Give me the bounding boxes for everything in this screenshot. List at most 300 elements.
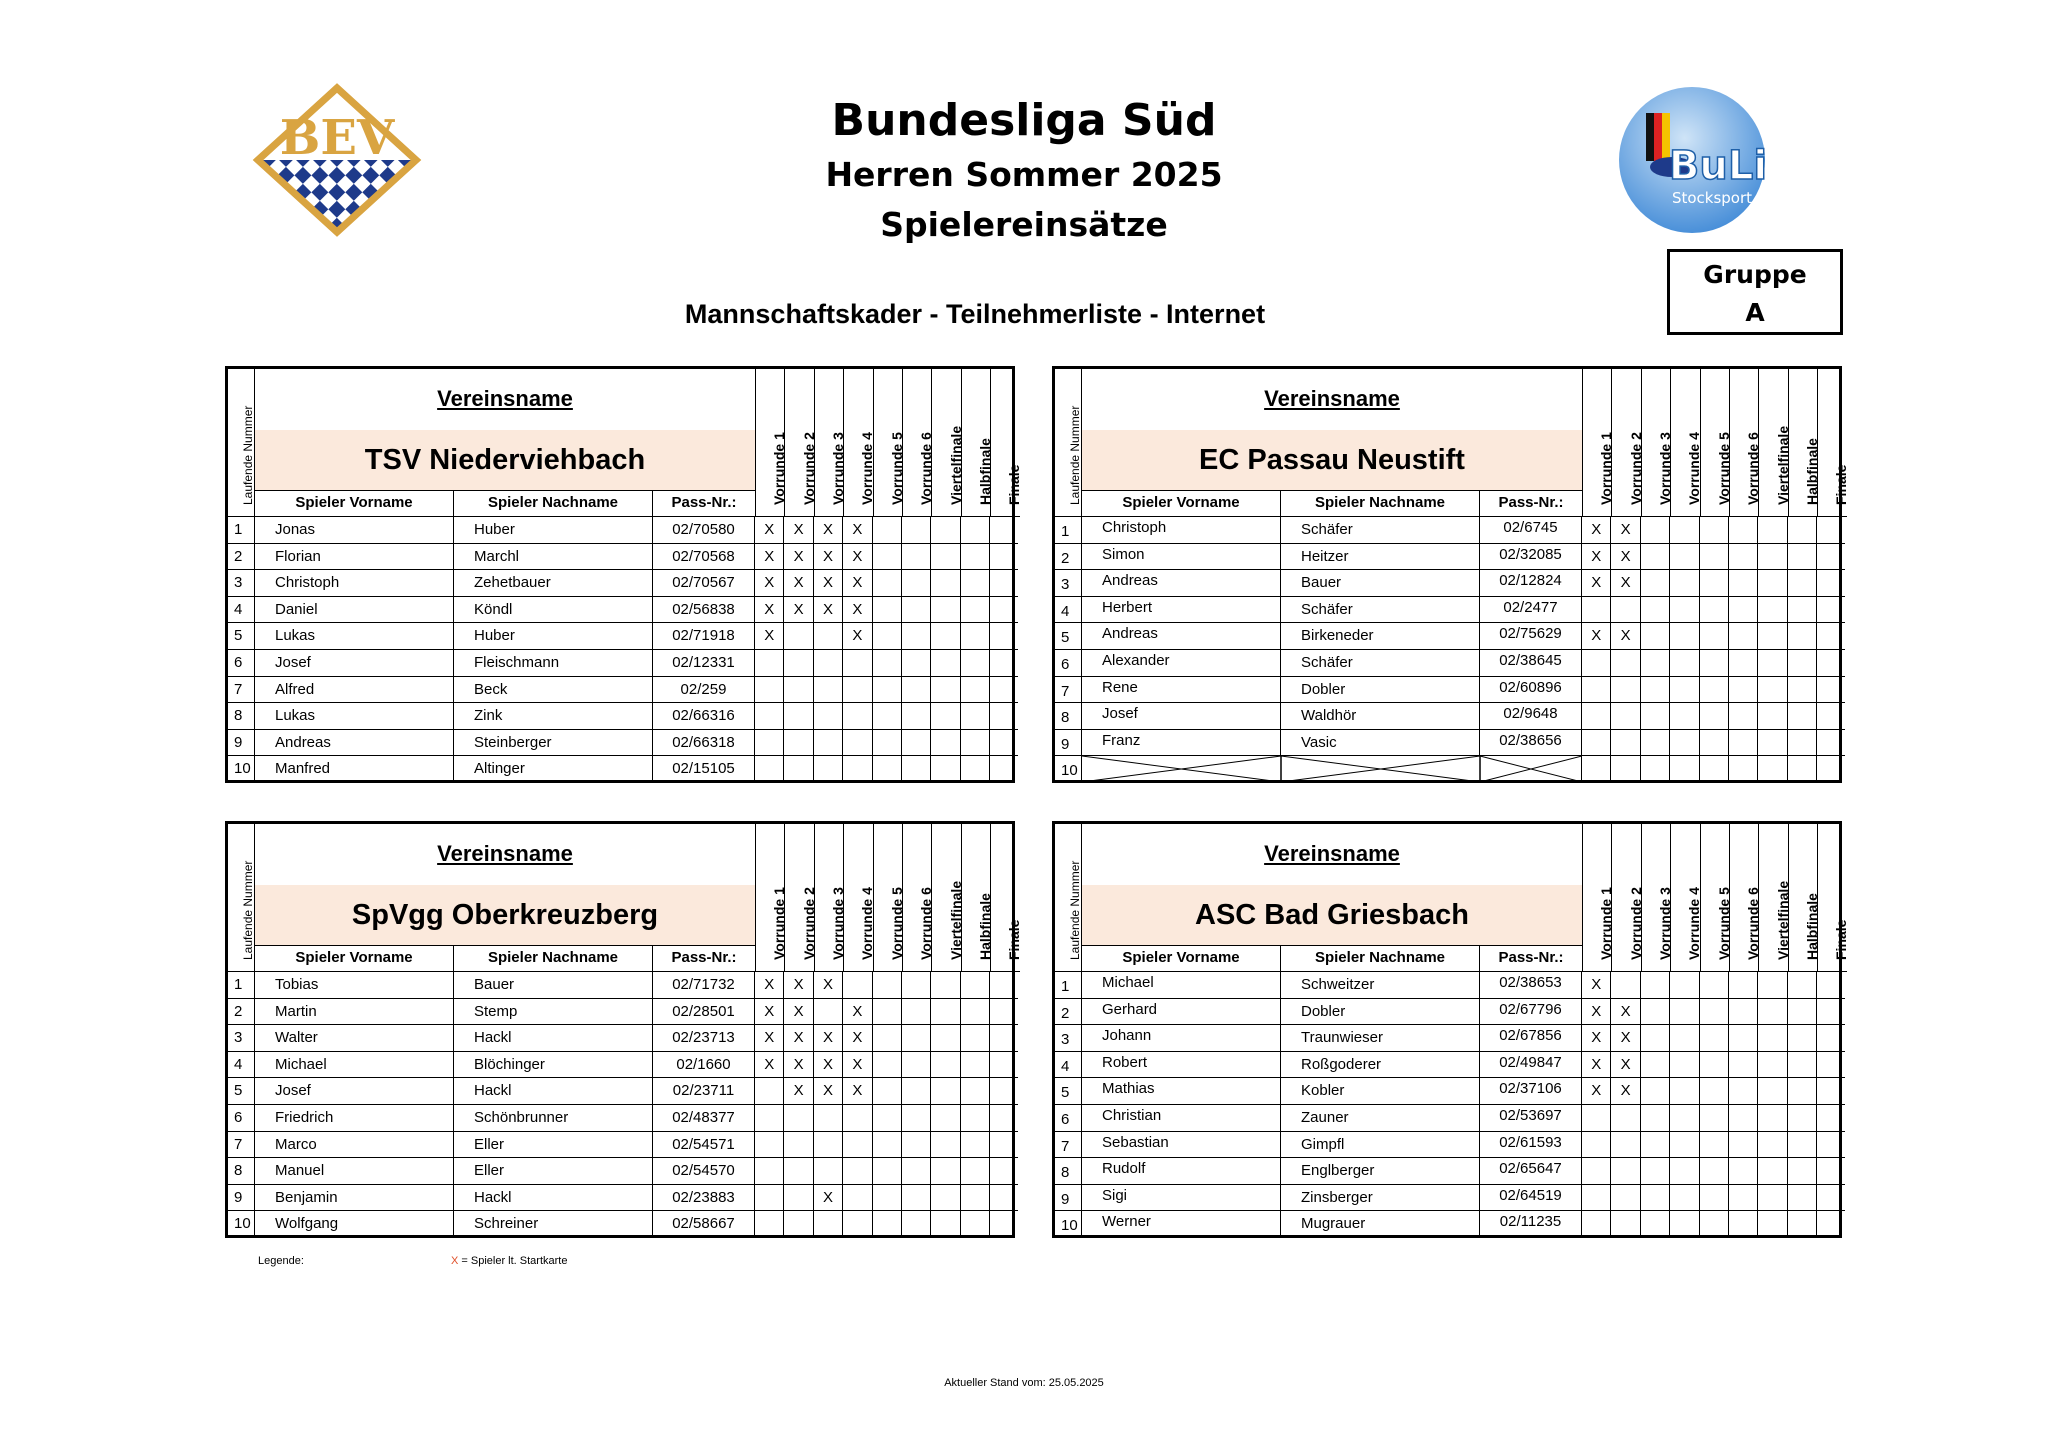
round-mark: X	[814, 972, 843, 998]
player-last-name: Schweitzer	[1281, 972, 1480, 998]
round-mark	[902, 517, 931, 543]
group-label: Gruppe	[1703, 260, 1807, 289]
player-row	[228, 677, 1018, 704]
player-last-name: Stemp	[454, 999, 653, 1025]
round-header-5	[873, 369, 905, 517]
player-number: 7	[228, 677, 255, 703]
round-mark	[1700, 999, 1729, 1025]
round-mark	[873, 1158, 902, 1184]
player-number: 10	[1055, 1211, 1082, 1238]
round-mark	[1758, 730, 1787, 756]
header-nachname: Spieler Nachname	[1281, 491, 1480, 517]
round-mark	[1641, 544, 1670, 570]
round-mark	[931, 677, 960, 703]
player-pass-number: 02/65647	[1480, 1158, 1582, 1184]
player-last-name: Schäfer	[1281, 597, 1480, 623]
round-mark	[1641, 1052, 1670, 1078]
round-mark: X	[1611, 570, 1640, 596]
round-mark	[1817, 756, 1846, 783]
round-mark	[961, 1158, 990, 1184]
round-mark: X	[1611, 999, 1640, 1025]
round-mark	[1582, 756, 1611, 783]
round-mark: X	[814, 597, 843, 623]
round-mark	[1670, 544, 1699, 570]
player-pass-number: 02/58667	[653, 1211, 755, 1238]
round-mark	[1670, 677, 1699, 703]
player-number: 9	[1055, 730, 1082, 756]
round-header-7	[931, 824, 964, 972]
player-last-name: Blöchinger	[454, 1052, 653, 1078]
player-number: 8	[1055, 703, 1082, 729]
round-mark: X	[784, 999, 813, 1025]
round-mark	[784, 677, 813, 703]
round-mark	[1700, 756, 1729, 783]
round-mark	[961, 1105, 990, 1131]
player-last-name: Waldhör	[1281, 703, 1480, 729]
player-row	[228, 597, 1018, 624]
round-mark	[1700, 1078, 1729, 1104]
round-mark	[843, 677, 872, 703]
player-pass-number: 02/64519	[1480, 1185, 1582, 1211]
round-header-label: Vorrunde 6	[1745, 887, 1762, 960]
crossed-out-cell	[1082, 756, 1582, 783]
player-first-name: Christoph	[1082, 517, 1281, 543]
round-mark	[1582, 1158, 1611, 1184]
round-header-5	[1700, 369, 1732, 517]
round-mark	[1729, 703, 1758, 729]
round-mark	[931, 544, 960, 570]
player-first-name: Mathias	[1082, 1078, 1281, 1104]
round-header-label: Vorrunde 3	[829, 887, 846, 960]
player-first-name: Rene	[1082, 677, 1281, 703]
group-box	[1667, 249, 1843, 335]
round-mark	[1611, 756, 1640, 783]
round-header-9	[990, 824, 1023, 972]
player-row	[228, 623, 1018, 650]
player-row	[1055, 1052, 1845, 1079]
round-mark	[902, 1078, 931, 1104]
round-mark	[1700, 677, 1729, 703]
round-mark	[1641, 650, 1670, 676]
header-passnr: Pass-Nr.:	[1498, 949, 1564, 966]
player-number: 3	[1055, 1025, 1082, 1051]
round-mark	[1729, 1105, 1758, 1131]
player-last-name: Roßgoderer	[1281, 1052, 1480, 1078]
player-pass-number: 02/48377	[653, 1105, 755, 1131]
player-pass-number: 02/54570	[653, 1158, 755, 1184]
round-header-label: Halbfinale	[1803, 893, 1820, 960]
legend-x-mark: X	[451, 1255, 459, 1267]
round-mark	[784, 1132, 813, 1158]
round-mark: X	[843, 1078, 872, 1104]
round-mark: X	[784, 517, 813, 543]
player-row	[1055, 730, 1845, 757]
round-mark	[931, 703, 960, 729]
round-mark	[1729, 677, 1758, 703]
round-mark	[843, 1105, 872, 1131]
header-nachname: Spieler Nachname	[1281, 946, 1480, 972]
header-vorname: Spieler Vorname	[1082, 491, 1281, 517]
round-mark	[902, 570, 931, 596]
player-number: 5	[228, 623, 255, 649]
player-rows	[228, 972, 1018, 1238]
round-header-4	[843, 369, 876, 517]
player-number: 5	[1055, 623, 1082, 649]
round-mark	[931, 1078, 960, 1104]
player-number: 3	[228, 570, 255, 596]
player-row	[1055, 517, 1845, 544]
round-mark	[1758, 999, 1787, 1025]
round-mark	[814, 1211, 843, 1238]
round-mark	[990, 650, 1019, 676]
round-mark	[1788, 999, 1817, 1025]
round-mark: X	[843, 999, 872, 1025]
round-mark: X	[784, 1025, 813, 1051]
round-mark	[784, 756, 813, 783]
round-mark	[1641, 756, 1670, 783]
page-title: Bundesliga Süd	[831, 95, 1217, 146]
round-mark	[1729, 1211, 1758, 1238]
round-header-label: Vorrunde 1	[1598, 432, 1615, 505]
round-mark	[1582, 1185, 1611, 1211]
vereinsname-label: Vereinsname	[437, 841, 573, 866]
round-header-label: Vorrunde 2	[1627, 887, 1644, 960]
round-mark	[931, 1052, 960, 1078]
player-first-name: Daniel	[255, 597, 454, 623]
player-number: 5	[228, 1078, 255, 1104]
round-mark	[902, 1025, 931, 1051]
round-header-label: Vorrunde 5	[1715, 432, 1732, 505]
round-mark	[1817, 517, 1846, 543]
round-mark	[902, 1158, 931, 1184]
round-header-label: Vorrunde 3	[1656, 887, 1673, 960]
round-mark	[1700, 1158, 1729, 1184]
round-mark	[1641, 623, 1670, 649]
player-rows	[1055, 517, 1845, 783]
round-header-label: Vorrunde 1	[771, 432, 788, 505]
round-mark	[1641, 677, 1670, 703]
round-mark	[961, 544, 990, 570]
player-number: 5	[1055, 1078, 1082, 1104]
player-number: 4	[1055, 1052, 1082, 1078]
player-number: 1	[1055, 972, 1082, 998]
round-header-7	[1758, 369, 1791, 517]
round-mark	[873, 1132, 902, 1158]
round-mark	[1788, 570, 1817, 596]
legend-label: Legende:	[258, 1255, 304, 1267]
player-first-name: Martin	[255, 999, 454, 1025]
player-pass-number: 02/60896	[1480, 677, 1582, 703]
round-header-2	[1611, 369, 1644, 517]
player-pass-number: 02/56838	[653, 597, 755, 623]
player-last-name: Beck	[454, 677, 653, 703]
round-mark	[1758, 972, 1787, 998]
header-passnr: Pass-Nr.:	[671, 494, 737, 511]
round-mark	[990, 756, 1019, 783]
player-first-name: Marco	[255, 1132, 454, 1158]
round-mark	[1641, 1132, 1670, 1158]
round-mark	[990, 623, 1019, 649]
player-row	[1055, 1025, 1845, 1052]
round-mark: X	[1611, 623, 1640, 649]
round-mark	[784, 730, 813, 756]
round-mark	[902, 1211, 931, 1238]
laufende-nummer-header	[228, 369, 255, 517]
player-row	[1055, 972, 1845, 999]
player-last-name: Kobler	[1281, 1078, 1480, 1104]
column-header-row	[1082, 945, 1582, 972]
round-mark	[784, 1185, 813, 1211]
round-mark	[814, 1158, 843, 1184]
player-last-name: Schönbrunner	[454, 1105, 653, 1131]
round-mark	[1788, 1025, 1817, 1051]
round-header-label: Vorrunde 5	[888, 887, 905, 960]
round-header-label: Vorrunde 5	[1715, 887, 1732, 960]
round-header-label: Finale	[1006, 464, 1023, 505]
round-mark	[961, 677, 990, 703]
round-mark	[1817, 570, 1846, 596]
round-mark	[1700, 597, 1729, 623]
round-mark	[1670, 517, 1699, 543]
round-mark	[784, 623, 813, 649]
round-mark	[1758, 1078, 1787, 1104]
round-header-3	[1641, 369, 1673, 517]
player-row	[1055, 597, 1845, 624]
round-mark: X	[1582, 1025, 1611, 1051]
round-mark: X	[755, 999, 784, 1025]
round-mark	[1700, 1105, 1729, 1131]
round-mark	[1670, 1185, 1699, 1211]
player-pass-number: 02/23883	[653, 1185, 755, 1211]
player-pass-number: 02/28501	[653, 999, 755, 1025]
round-mark	[1670, 570, 1699, 596]
player-pass-number: 02/38645	[1480, 650, 1582, 676]
round-header-1	[755, 824, 788, 972]
player-pass-number: 02/23711	[653, 1078, 755, 1104]
header-passnr: Pass-Nr.:	[1498, 494, 1564, 511]
player-pass-number: 02/259	[653, 677, 755, 703]
round-mark	[931, 597, 960, 623]
player-last-name: Gimpfl	[1281, 1132, 1480, 1158]
round-mark	[961, 1052, 990, 1078]
round-mark	[755, 1105, 784, 1131]
round-header-label: Vorrunde 1	[771, 887, 788, 960]
round-header-label: Halbfinale	[1803, 438, 1820, 505]
round-mark: X	[1582, 1078, 1611, 1104]
team-table-2	[1052, 366, 1850, 783]
round-mark	[755, 756, 784, 783]
round-mark	[1611, 677, 1640, 703]
bev-logo-text: BEV	[279, 110, 395, 166]
player-number: 4	[228, 1052, 255, 1078]
player-pass-number: 02/12331	[653, 650, 755, 676]
round-mark	[1729, 544, 1758, 570]
round-header-label: Vorrunde 1	[1598, 887, 1615, 960]
footer-stand: Aktueller Stand vom: 25.05.2025	[944, 1377, 1104, 1389]
player-first-name: Walter	[255, 1025, 454, 1051]
player-row	[1055, 1211, 1845, 1238]
round-mark	[1817, 1025, 1846, 1051]
player-number: 1	[228, 517, 255, 543]
player-pass-number: 02/37106	[1480, 1078, 1582, 1104]
round-mark	[843, 1132, 872, 1158]
team-table-4	[1052, 821, 1850, 1238]
player-first-name: Sigi	[1082, 1185, 1281, 1211]
player-last-name: Köndl	[454, 597, 653, 623]
round-mark	[931, 650, 960, 676]
player-number: 6	[228, 650, 255, 676]
round-header-6	[1729, 824, 1762, 972]
round-mark	[931, 1158, 960, 1184]
round-mark	[1582, 650, 1611, 676]
player-last-name: Schäfer	[1281, 517, 1480, 543]
round-mark	[902, 756, 931, 783]
round-mark	[755, 730, 784, 756]
round-mark	[1729, 756, 1758, 783]
round-mark	[843, 730, 872, 756]
player-number: 7	[228, 1132, 255, 1158]
round-mark: X	[814, 544, 843, 570]
round-header-label: Vorrunde 6	[1745, 432, 1762, 505]
round-mark	[990, 999, 1019, 1025]
player-first-name: Herbert	[1082, 597, 1281, 623]
round-mark: X	[1582, 999, 1611, 1025]
round-mark	[1700, 1025, 1729, 1051]
round-mark	[814, 756, 843, 783]
player-last-name: Hackl	[454, 1185, 653, 1211]
round-mark	[961, 1185, 990, 1211]
player-first-name: Jonas	[255, 517, 454, 543]
player-pass-number: 02/61593	[1480, 1132, 1582, 1158]
round-mark	[1641, 730, 1670, 756]
round-mark: X	[1611, 1025, 1640, 1051]
round-mark	[1729, 623, 1758, 649]
round-mark	[843, 972, 872, 998]
title-block	[0, 92, 2048, 250]
column-header-row	[255, 945, 755, 972]
player-row	[1055, 999, 1845, 1026]
round-mark: X	[784, 544, 813, 570]
round-mark	[1817, 703, 1846, 729]
round-mark	[1817, 650, 1846, 676]
round-mark: X	[814, 1052, 843, 1078]
round-mark	[755, 1185, 784, 1211]
round-mark	[1670, 972, 1699, 998]
round-mark	[961, 570, 990, 596]
round-mark	[1582, 1132, 1611, 1158]
header-vorname: Spieler Vorname	[255, 946, 454, 972]
player-first-name: Florian	[255, 544, 454, 570]
header-vorname: Spieler Vorname	[1082, 946, 1281, 972]
player-pass-number: 02/12824	[1480, 570, 1582, 596]
round-mark	[1729, 597, 1758, 623]
round-mark	[755, 1132, 784, 1158]
player-row	[1055, 623, 1845, 650]
round-mark	[1700, 730, 1729, 756]
player-number: 1	[1055, 517, 1082, 543]
round-mark	[1788, 650, 1817, 676]
round-mark: X	[1582, 1052, 1611, 1078]
round-mark	[814, 999, 843, 1025]
round-mark: X	[814, 1185, 843, 1211]
round-header-9	[1817, 824, 1850, 972]
round-mark	[1582, 730, 1611, 756]
round-mark	[902, 677, 931, 703]
laufende-nummer-label: Laufende Nummer	[241, 405, 255, 505]
round-header-label: Viertelfinale	[947, 880, 964, 960]
round-mark	[902, 597, 931, 623]
player-first-name: Josef	[255, 650, 454, 676]
player-pass-number: 02/54571	[653, 1132, 755, 1158]
round-header-6	[902, 369, 935, 517]
player-pass-number: 02/6745	[1480, 517, 1582, 543]
player-last-name: Heitzer	[1281, 544, 1480, 570]
round-mark	[990, 1025, 1019, 1051]
round-mark	[1611, 1185, 1640, 1211]
player-pass-number: 02/70568	[653, 544, 755, 570]
round-mark	[1641, 972, 1670, 998]
round-mark	[902, 1132, 931, 1158]
player-row	[1055, 1105, 1845, 1132]
player-first-name: Sebastian	[1082, 1132, 1281, 1158]
round-mark: X	[784, 972, 813, 998]
player-last-name: Schäfer	[1281, 650, 1480, 676]
round-header-label: Finale	[1833, 919, 1850, 960]
player-row	[1055, 756, 1845, 783]
round-header-8	[1788, 824, 1820, 972]
round-mark: X	[843, 1025, 872, 1051]
round-mark	[1611, 972, 1640, 998]
round-mark	[1788, 703, 1817, 729]
round-mark	[1758, 677, 1787, 703]
round-header-2	[784, 369, 817, 517]
round-mark: X	[843, 544, 872, 570]
round-mark	[1670, 623, 1699, 649]
player-pass-number: 02/32085	[1480, 544, 1582, 570]
player-row	[228, 756, 1018, 783]
round-mark	[843, 650, 872, 676]
round-mark	[931, 1185, 960, 1211]
round-mark	[1611, 597, 1640, 623]
player-number: 7	[1055, 1132, 1082, 1158]
round-mark	[873, 544, 902, 570]
round-mark	[990, 1105, 1019, 1131]
round-header-7	[931, 369, 964, 517]
round-mark	[1670, 1132, 1699, 1158]
round-mark	[902, 544, 931, 570]
round-mark	[990, 1185, 1019, 1211]
round-mark	[1788, 544, 1817, 570]
round-mark	[1817, 544, 1846, 570]
player-pass-number: 02/71918	[653, 623, 755, 649]
round-mark	[961, 1211, 990, 1238]
round-header-6	[1729, 369, 1762, 517]
round-header-2	[1611, 824, 1644, 972]
round-mark	[873, 1052, 902, 1078]
player-first-name: Friedrich	[255, 1105, 454, 1131]
player-first-name: Franz	[1082, 730, 1281, 756]
round-mark	[931, 570, 960, 596]
round-mark	[1729, 730, 1758, 756]
player-last-name: Huber	[454, 517, 653, 543]
player-last-name: Fleischmann	[454, 650, 653, 676]
player-rows	[1055, 972, 1845, 1238]
season-title: Herren Sommer 2025	[825, 155, 1223, 194]
round-mark	[1700, 1132, 1729, 1158]
player-number: 6	[1055, 650, 1082, 676]
round-mark	[1641, 1185, 1670, 1211]
round-mark	[1817, 1211, 1846, 1238]
